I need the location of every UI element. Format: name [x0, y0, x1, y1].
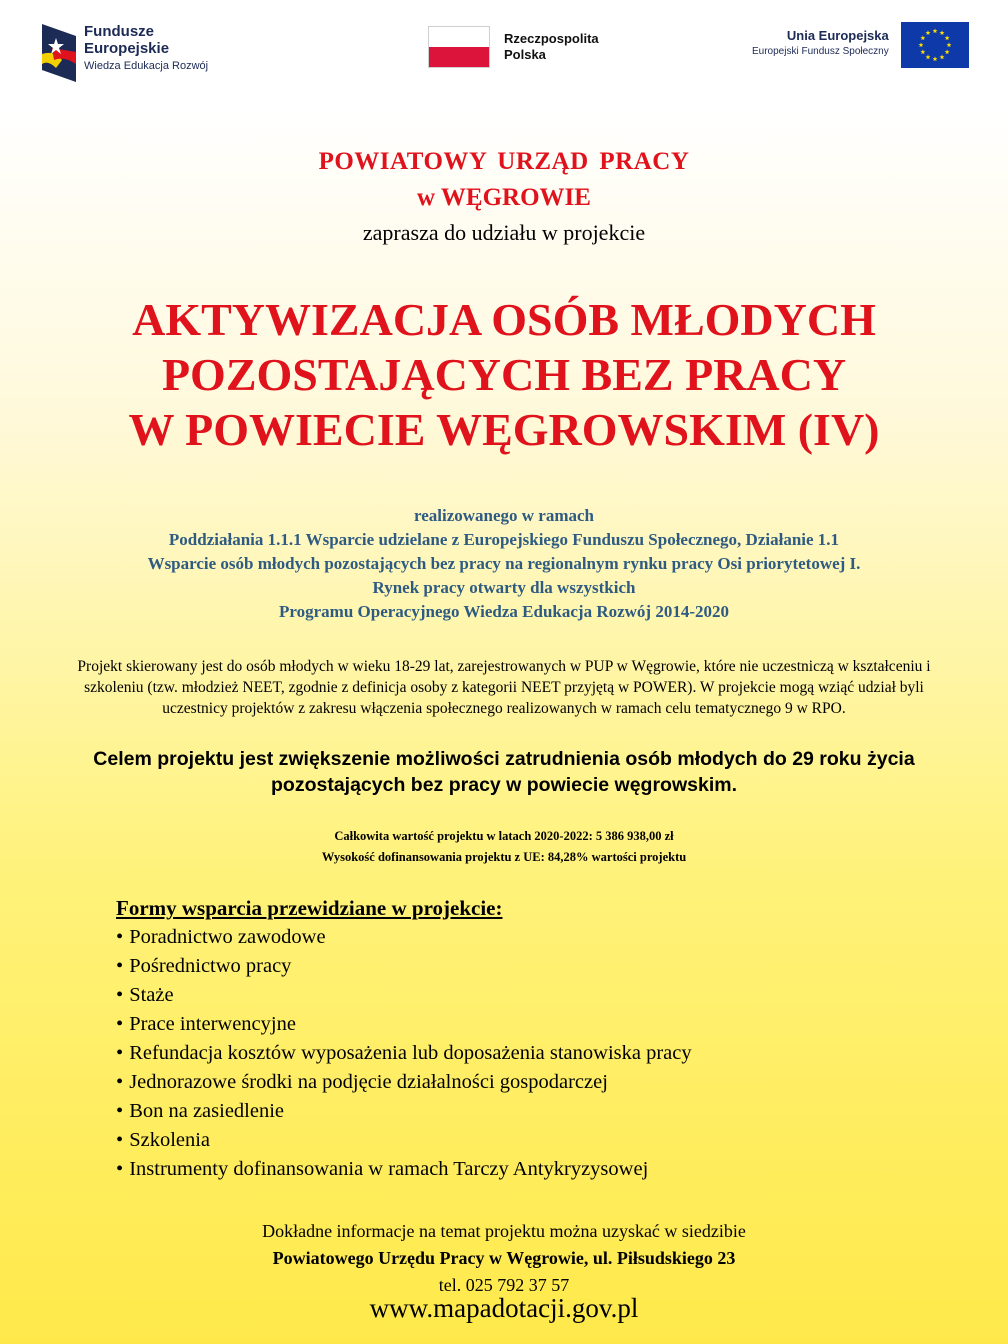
- fundusze-line2: Europejskie: [84, 39, 170, 57]
- rp-line1: Rzeczpospolita: [504, 31, 599, 47]
- office-name: Powiatowego Urzędu Pracy w Węgrowie: [272, 1248, 584, 1268]
- support-forms-title: Formy wsparcia przewidziane w projekcie:: [116, 896, 503, 920]
- logo-bar: [0, 0, 1008, 100]
- eu-line2: Europejski Fundusz Społeczny: [752, 46, 889, 57]
- list-item: • Instrumenty dofinansowania w ramach Tarczy Antykryzysowej: [116, 1155, 916, 1184]
- program-info: [0, 504, 1008, 624]
- list-item: • Staże: [116, 981, 916, 1010]
- contact-line1: Dokładne informacje na temat projektu można uzyskać w siedzibie: [262, 1221, 746, 1241]
- list-item: • Bon na zasiedlenie: [116, 1097, 916, 1126]
- total-value: Całkowita wartość projektu w latach 2020-2022: 5 386 938,00 zł: [334, 829, 674, 843]
- eu-flag-icon: [901, 22, 969, 68]
- program-line4: Rynek pracy otwarty dla wszystkich: [372, 578, 636, 597]
- project-title-line2: POZOSTAJĄCYCH BEZ PRACY: [161, 349, 847, 400]
- project-title-line1: AKTYWIZACJA OSÓB MŁODYCH: [132, 294, 876, 345]
- office-address: , ul. Piłsudskiego 23: [583, 1248, 736, 1268]
- financing-info: [0, 826, 1008, 868]
- project-title-line3: W POWIECIE WĘGROWSKIM (IV): [128, 404, 880, 455]
- program-line2: Poddziałania 1.1.1 Wsparcie udzielane z Europejskiego Funduszu Społecznego, Działanie 1.1: [168, 530, 840, 549]
- eu-line1: Unia Europejska: [786, 28, 889, 43]
- invitation-text: zaprasza do udziału w projekcie: [362, 220, 646, 245]
- list-item: • Refundacja kosztów wyposażenia lub doposażenia stanowiska pracy: [116, 1039, 916, 1068]
- contact-line2: [0, 1245, 1008, 1272]
- organization-name: POWIATOWY URZĄD PRACY: [318, 148, 690, 175]
- support-forms: [116, 896, 916, 1184]
- project-goal: [40, 746, 968, 798]
- program-line1: realizowanego w ramach: [413, 506, 595, 525]
- list-item: • Prace interwencyjne: [116, 1010, 916, 1039]
- project-description: Projekt skierowany jest do osób młodych w wieku 18-29 lat, zarejestrowanych w PUP w Węgrowie, które nie uczestniczą w kształceniu i szkoleniu (tzw. młodzież NEET, zgodnie z definicja osoby z kategorii NEET przyjętą w POWER). W projekcie mogą wziąć udział byli uczestnicy projektów z zakresu włączenia społecznego realizowanych w ramach celu tematycznego 9 w RPO.: [77, 658, 931, 717]
- contact-info: [0, 1218, 1008, 1299]
- website-link[interactable]: www.mapadotacji.gov.pl: [369, 1293, 639, 1323]
- program-line5: Programu Operacyjnego Wiedza Edukacja Rozwój 2014-2020: [279, 602, 729, 621]
- program-line3: Wsparcie osób młodych pozostających bez pracy na regionalnym rynku pracy Osi priorytetowej I.: [147, 554, 861, 573]
- phone-number: tel. 025 792 37 57: [438, 1275, 570, 1295]
- support-forms-list: [116, 923, 916, 1184]
- list-item: • Pośrednictwo pracy: [116, 952, 916, 981]
- fundusze-europejskie-logo: [42, 24, 208, 82]
- rzeczpospolita-polska-logo: [428, 26, 599, 68]
- list-item: • Szkolenia: [116, 1126, 916, 1155]
- fundusze-europejskie-emblem-icon: [42, 24, 76, 82]
- rp-line2: Polska: [504, 47, 546, 62]
- goal-line1: Celem projektu jest zwiększenie możliwości zatrudnienia osób młodych do 29 roku życia: [93, 748, 915, 770]
- unia-europejska-logo: [752, 22, 969, 68]
- fundusze-line3: Wiedza Edukacja Rozwój: [84, 60, 209, 72]
- fundusze-line1: Fundusze: [84, 23, 154, 40]
- list-item: • Jednorazowe środki na podjęcie działalności gospodarczej: [116, 1068, 916, 1097]
- list-item: • Poradnictwo zawodowe: [116, 923, 916, 952]
- project-title: [0, 292, 1008, 457]
- eu-share: Wysokość dofinansowania projektu z UE: 84,28% wartości projektu: [321, 850, 687, 864]
- organization-location: w WĘGROWIE: [417, 184, 591, 211]
- polish-flag-icon: [428, 26, 490, 68]
- goal-line2: pozostających bez pracy w powiecie węgrowskim.: [271, 774, 737, 796]
